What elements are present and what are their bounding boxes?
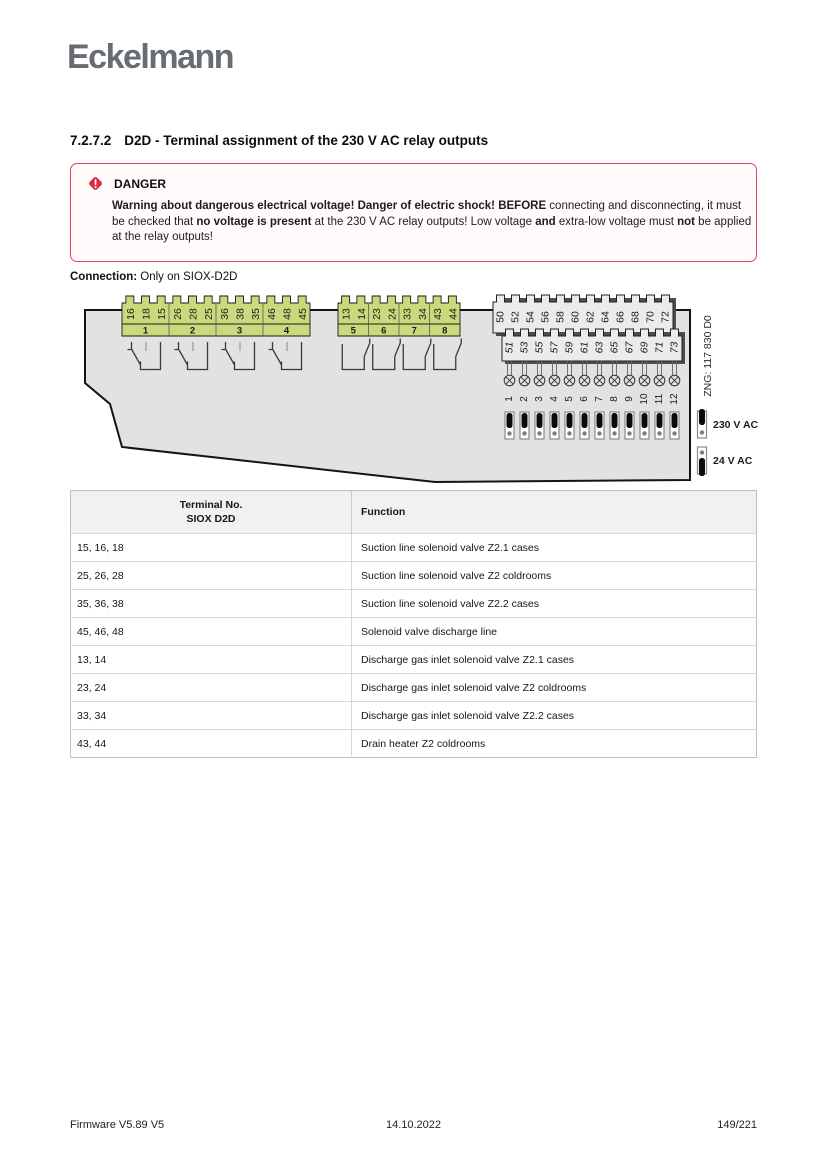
jumper-bridge — [567, 413, 573, 428]
relay-number-label: 8 — [609, 396, 620, 402]
connector-terminal-label: 62 — [584, 311, 597, 323]
relay-number-label: 1 — [504, 396, 515, 402]
table-row — [71, 674, 757, 702]
group-number-label: 2 — [189, 325, 196, 337]
danger-text-segment: not — [677, 215, 695, 228]
jumper-pin — [642, 431, 646, 435]
danger-text-segment: Warning about dangerous electrical voltage! Danger of electric shock! BEFORE — [112, 200, 547, 212]
relay-number-label: 9 — [624, 396, 635, 402]
danger-text-segment: extra-low voltage must — [555, 215, 678, 228]
terminal-cell: 43, 44 — [71, 730, 352, 758]
jumper-pin — [567, 431, 571, 435]
relay-number-label: 6 — [579, 396, 590, 402]
terminal-cell: 15, 16, 18 — [71, 534, 352, 562]
terminal-number-label: 45 — [297, 308, 310, 320]
jumper-pin — [672, 431, 676, 435]
terminal-number-label: 28 — [187, 308, 200, 320]
terminal-number-label: 23 — [371, 308, 384, 320]
function-cell: Suction line solenoid valve Z2 coldrooms — [352, 562, 757, 590]
terminal-number-label: 35 — [250, 308, 263, 320]
terminal-number-label: 33 — [401, 308, 414, 320]
connector-terminal-label: 61 — [578, 341, 591, 354]
section-title: D2D - Terminal assignment of the 230 V AC relay outputs — [124, 133, 489, 148]
connector-terminal-label: 67 — [623, 341, 636, 354]
jumper-pin — [582, 431, 586, 435]
jumper-bridge — [642, 413, 648, 428]
terminal-number-label: 18 — [140, 308, 153, 320]
group-number-label: 6 — [381, 325, 387, 337]
zng-drawing-number: ZNG: 117 830 D0 — [702, 315, 714, 397]
danger-text-segment: and — [535, 215, 556, 228]
jumper-bridge — [582, 413, 588, 428]
footer-date: 14.10.2022 — [385, 1119, 442, 1131]
footer-firmware: Firmware V5.89 V5 — [70, 1119, 165, 1131]
danger-text-segment: at the 230 V AC relay outputs! Low voltage — [311, 215, 536, 228]
jumper-bridge — [657, 413, 663, 428]
relay-number-label: 7 — [594, 396, 605, 402]
connector-terminal-label: 53 — [518, 341, 531, 354]
terminal-table — [70, 490, 757, 758]
connector-terminal-label: 68 — [629, 311, 642, 323]
function-cell: Solenoid valve discharge line — [352, 618, 757, 646]
table-row — [71, 562, 757, 590]
table-row — [71, 730, 757, 758]
terminal-number-label: 26 — [171, 308, 184, 320]
connector-terminal-label: 56 — [539, 311, 552, 323]
table-row — [71, 702, 757, 730]
relay-number-label: 2 — [519, 396, 530, 402]
connector-terminal-label: 66 — [614, 311, 627, 323]
jumper-bridge — [672, 413, 678, 428]
function-cell: Discharge gas inlet solenoid valve Z2.2 cases — [352, 702, 757, 730]
jumper-bridge — [627, 413, 633, 428]
connector-terminal-label: 54 — [524, 311, 537, 323]
terminal-number-label: 25 — [203, 308, 216, 320]
terminal-number-label: 36 — [218, 308, 231, 320]
jumper-bridge — [537, 413, 543, 428]
legend-voltage-label: 230 V AC — [713, 419, 759, 431]
table-row — [71, 590, 757, 618]
connector-terminal-label: 52 — [509, 311, 522, 323]
group-number-label: 3 — [236, 325, 243, 337]
relay-number-label: 12 — [669, 393, 680, 405]
jumper-bridge — [552, 413, 558, 428]
connector-terminal-label: 55 — [533, 341, 546, 354]
relay-number-label: 4 — [549, 396, 560, 402]
company-logo: Eckelmann — [67, 38, 234, 76]
terminal-cell: 35, 36, 38 — [71, 590, 352, 618]
terminal-number-label: 16 — [124, 308, 137, 320]
connector-terminal-label: 57 — [548, 341, 561, 354]
terminal-cell: 13, 14 — [71, 646, 352, 674]
jumper-bridge — [699, 409, 705, 425]
terminal-cell: 45, 46, 48 — [71, 618, 352, 646]
connection-label: Connection: — [70, 271, 138, 283]
page-footer — [70, 1119, 757, 1131]
table-row — [71, 618, 757, 646]
terminal-diagram — [0, 0, 827, 500]
connector-terminal-label: 63 — [593, 341, 606, 354]
jumper-pin — [597, 431, 601, 435]
group-number-label: 7 — [411, 325, 417, 337]
header-terminal-line1: Terminal No. — [179, 499, 243, 511]
terminal-number-label: 38 — [234, 308, 247, 320]
group-number-label: 4 — [283, 325, 290, 337]
relay-number-label: 11 — [654, 393, 665, 405]
jumper-pin — [612, 431, 616, 435]
connector-terminal-label: 58 — [554, 311, 567, 323]
table-header-row — [71, 491, 757, 534]
terminal-number-label: 43 — [432, 308, 445, 320]
terminal-number-label: 44 — [447, 308, 460, 320]
relay-number-label: 5 — [564, 396, 575, 402]
jumper-bridge — [507, 413, 513, 428]
table-row — [71, 534, 757, 562]
section-number: 7.2.7.2 — [70, 133, 112, 148]
danger-text-segment: be applied at the relay outputs! — [112, 215, 752, 244]
jumper-pin — [507, 431, 511, 435]
connector-terminal-label: 71 — [653, 341, 666, 354]
terminal-cell: 25, 26, 28 — [71, 562, 352, 590]
connector-terminal-label: 64 — [599, 311, 612, 323]
jumper-bridge — [699, 458, 705, 476]
danger-text-segment: no voltage is present — [196, 215, 312, 228]
group-number-label: 1 — [142, 325, 149, 337]
function-cell: Drain heater Z2 coldrooms — [352, 730, 757, 758]
function-cell: Suction line solenoid valve Z2.2 cases — [352, 590, 757, 618]
terminal-cell: 33, 34 — [71, 702, 352, 730]
danger-title: DANGER — [114, 176, 167, 191]
terminal-number-label: 15 — [156, 308, 169, 320]
group-number-label: 5 — [350, 325, 356, 337]
connector-terminal-label: 51 — [503, 341, 516, 354]
terminal-number-label: 14 — [355, 308, 368, 320]
jumper-pin — [522, 431, 526, 435]
terminal-number-label: 34 — [416, 308, 429, 320]
connector-terminal-label: 73 — [668, 341, 681, 354]
danger-text-segment: connecting and disconnecting, it must be checked that — [112, 200, 742, 228]
function-cell: Suction line solenoid valve Z2.1 cases — [352, 534, 757, 562]
header-terminal-line2: SIOX D2D — [186, 513, 236, 525]
terminal-number-label: 46 — [265, 308, 278, 320]
table-header-function: Function — [352, 491, 757, 534]
connector-terminal-label: 70 — [644, 311, 657, 323]
footer-page-number: 149/221 — [717, 1119, 757, 1131]
legend-voltage-label: 24 V AC — [713, 455, 753, 467]
connector-terminal-label: 69 — [638, 341, 651, 354]
relay-number-label: 10 — [639, 393, 650, 405]
jumper-pin — [537, 431, 541, 435]
jumper-bridge — [522, 413, 528, 428]
jumper-pin — [657, 431, 661, 435]
table-header-terminal — [71, 491, 352, 534]
terminal-cell: 23, 24 — [71, 674, 352, 702]
jumper-bridge — [597, 413, 603, 428]
connector-terminal-label: 72 — [659, 311, 672, 323]
connector-terminal-label: 50 — [494, 311, 507, 323]
connector-terminal-label: 59 — [563, 341, 576, 354]
terminal-number-label: 24 — [386, 308, 399, 320]
table-row — [71, 646, 757, 674]
jumper-pin — [700, 430, 704, 434]
connector-terminal-label: 60 — [569, 311, 582, 323]
jumper-pin — [700, 450, 704, 454]
jumper-bridge — [612, 413, 618, 428]
connector-terminal-label: 65 — [608, 341, 621, 354]
terminal-number-label: 13 — [340, 308, 353, 320]
function-cell: Discharge gas inlet solenoid valve Z2.1 cases — [352, 646, 757, 674]
group-number-label: 8 — [442, 325, 448, 337]
terminal-number-label: 48 — [281, 308, 294, 320]
relay-number-label: 3 — [534, 396, 545, 402]
jumper-pin — [627, 431, 631, 435]
jumper-pin — [552, 431, 556, 435]
connection-value: Only on SIOX-D2D — [137, 271, 238, 283]
function-cell: Discharge gas inlet solenoid valve Z2 coldrooms — [352, 674, 757, 702]
